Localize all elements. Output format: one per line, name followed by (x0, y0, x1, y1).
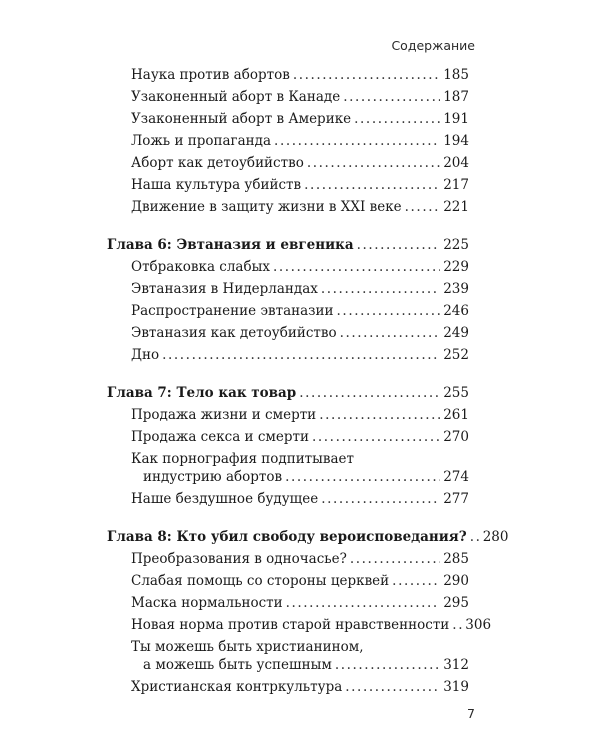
toc-entry (131, 550, 469, 568)
toc-entry (131, 346, 469, 364)
toc-entry-title: Маска нормальности (131, 595, 283, 611)
dot-leader (307, 154, 440, 172)
toc-entry (131, 406, 469, 424)
toc-entry-title: Наша культура убийств (131, 177, 302, 193)
toc-entry (131, 572, 469, 590)
toc-entry (131, 198, 469, 216)
toc-entry-title: Эвтаназия как детоубийство (131, 325, 337, 341)
toc-entry-title: Преобразования в одночасье? (131, 551, 347, 567)
toc-entry-title: Христианская контркультура (131, 679, 343, 695)
dot-leader (470, 528, 480, 546)
dot-leader (293, 66, 440, 84)
toc-entry-title: Продажа жизни и смерти (131, 407, 317, 423)
toc-entry-title: Движение в защиту жизни в XXI веке (131, 199, 402, 215)
dot-leader (286, 594, 441, 612)
dot-leader (162, 346, 440, 364)
chapter-page: 280 (482, 529, 509, 545)
toc-entry-page: 312 (443, 657, 469, 673)
toc-entry-title: Аборт как детоубийство (131, 155, 304, 171)
toc-entry-title: Узаконенный аборт в Канаде (131, 89, 341, 105)
toc-chapter-heading (107, 384, 469, 402)
dot-leader (345, 678, 440, 696)
dot-leader (273, 258, 440, 276)
toc-entry (131, 132, 469, 150)
toc-entry-title: Новая норма против старой нравственности (131, 617, 450, 633)
toc-entry-title-line1: Ты можешь быть христианином, (131, 639, 364, 655)
dot-leader (337, 302, 441, 320)
toc-entry-page: 194 (443, 133, 469, 149)
toc-entry-page: 295 (443, 595, 469, 611)
toc-entry-page: 252 (443, 347, 469, 363)
toc-entry-page: 274 (443, 469, 469, 485)
toc-entry (143, 656, 469, 674)
toc-entry-title-line2: индустрию абортов (143, 469, 283, 485)
toc-entry-page: 249 (443, 325, 469, 341)
toc-entry (131, 616, 492, 634)
dot-leader (392, 572, 440, 590)
toc-entry-title-line2: а можешь быть успешным (143, 657, 332, 673)
toc-entry-title: Наше бездушное будущее (131, 491, 319, 507)
toc-entry (131, 154, 469, 172)
toc-entry (131, 66, 469, 84)
dot-leader (357, 236, 441, 254)
toc-entry-title: Эвтаназия в Нидерландах (131, 281, 318, 297)
dot-leader (343, 88, 440, 106)
chapter-page: 225 (443, 237, 469, 253)
dot-leader (405, 198, 441, 216)
toc-entry-title: Слабая помощь со стороны церквей (131, 573, 390, 589)
dot-leader (304, 176, 440, 194)
toc-entry-page: 290 (443, 573, 469, 589)
toc-entry (131, 302, 469, 320)
toc-entry-page: 229 (443, 259, 469, 275)
toc-entry-page: 277 (443, 491, 469, 507)
toc-entry-page: 285 (443, 551, 469, 567)
dot-leader (312, 428, 440, 446)
toc-entry-page: 221 (443, 199, 469, 215)
toc-entry-page: 261 (443, 407, 469, 423)
toc-entry-page: 246 (443, 303, 469, 319)
dot-leader (321, 280, 440, 298)
toc-entry-page: 185 (443, 67, 469, 83)
toc-entry-title: Ложь и пропаганда (131, 133, 272, 149)
toc-entry-page: 204 (443, 155, 469, 171)
toc-entry-page: 187 (443, 89, 469, 105)
toc-entry-title-line1: Как порнография подпитывает (131, 451, 355, 467)
dot-leader (285, 468, 440, 486)
chapter-page: 255 (443, 385, 469, 401)
toc-entry (131, 678, 469, 696)
dot-leader (354, 110, 440, 128)
toc-entry-page: 306 (465, 617, 492, 633)
toc-entry-title: Распространение эвтаназии (131, 303, 334, 319)
dot-leader (321, 490, 440, 508)
dot-leader (319, 406, 440, 424)
toc-entry-page: 319 (443, 679, 469, 695)
toc-entry (131, 176, 469, 194)
dot-leader (340, 324, 441, 342)
toc-entry (131, 110, 469, 128)
toc-entry-page: 217 (443, 177, 469, 193)
dot-leader (350, 550, 440, 568)
page-number: 7 (467, 706, 475, 721)
dot-leader (335, 656, 440, 674)
toc-entry (131, 280, 469, 298)
toc-entry (131, 324, 469, 342)
dot-leader (452, 616, 462, 634)
toc-entry-page: 191 (443, 111, 469, 127)
toc-chapter-heading (107, 236, 469, 254)
toc-entry (131, 594, 469, 612)
chapter-title: Глава 7: Тело как товар (107, 385, 297, 401)
dot-leader (299, 384, 440, 402)
running-head: Содержание (391, 38, 475, 53)
toc-entry (131, 490, 469, 508)
toc-entry (143, 468, 469, 486)
toc-entry (131, 428, 469, 446)
dot-leader (274, 132, 440, 150)
toc-entry-title: Дно (131, 347, 160, 363)
chapter-title: Глава 8: Кто убил свободу вероисповедания? (107, 529, 467, 545)
toc-entry-title: Наука против абортов (131, 67, 290, 83)
chapter-title: Глава 6: Эвтаназия и евгеника (107, 237, 354, 253)
toc-entry (131, 88, 469, 106)
toc-entry (131, 258, 469, 276)
toc-entry-page: 270 (443, 429, 469, 445)
toc-entry-title: Отбраковка слабых (131, 259, 270, 275)
toc-entry-page: 239 (443, 281, 469, 297)
toc-chapter-heading (107, 528, 509, 546)
toc-entry-title: Продажа секса и смерти (131, 429, 309, 445)
toc-entry-title: Узаконенный аборт в Америке (131, 111, 352, 127)
